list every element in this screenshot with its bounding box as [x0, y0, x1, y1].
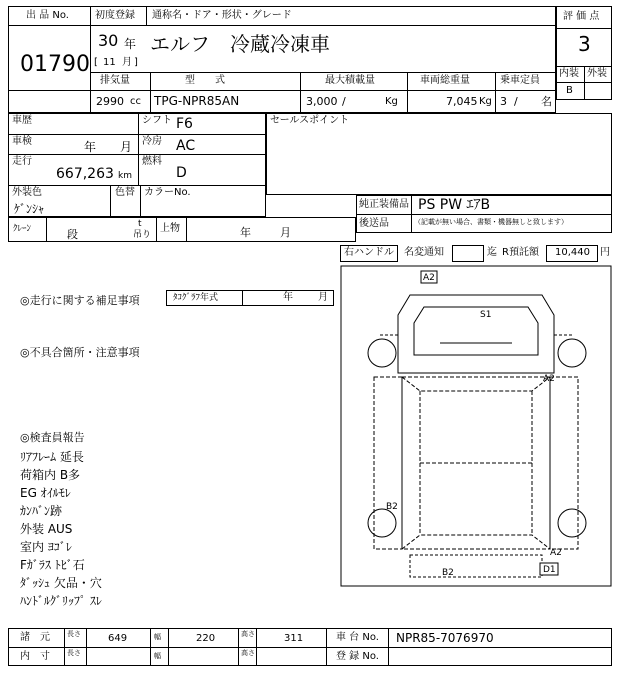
gross-weight-unit: Kg — [479, 96, 492, 107]
crane-label: ｸﾚｰﾝ — [13, 224, 32, 234]
recycle-value: 10,440 — [555, 247, 590, 258]
crane-ton-label: t — [138, 219, 142, 229]
color-no-label: カラーNo. — [144, 187, 191, 198]
color-change-label: 色替 — [115, 187, 135, 198]
windshield-outline — [414, 307, 538, 355]
tachograph-label: ﾀｺｸﾞﾗﾌ年式 — [173, 293, 219, 303]
crane-ton-suffix: 吊り — [133, 230, 152, 240]
vehicle-name: エルフ 冷蔵冷凍車 — [150, 32, 330, 56]
inner-height-label: 高さ — [241, 649, 255, 657]
gross-weight-value: 7,045 — [446, 95, 478, 108]
displacement-value: 2990 — [96, 95, 124, 108]
mark-b2-bottom: B2 — [442, 568, 454, 578]
front-right-wheel — [558, 339, 586, 367]
max-load-slash: / — [342, 95, 346, 108]
max-load-value: 3,000 — [306, 95, 338, 108]
inspection-label: 車検 — [12, 136, 32, 147]
registration-month: 11 — [103, 57, 116, 68]
front-left-wheel — [368, 339, 396, 367]
month-close-bracket: ] — [134, 57, 138, 68]
month-open-bracket: [ — [94, 57, 98, 68]
dim-height-value: 311 — [284, 633, 304, 644]
model-type-value: TPG-NPR85AN — [154, 94, 240, 108]
crane-step-label: 段 — [67, 228, 78, 241]
name-change-box — [452, 245, 484, 262]
chassis-label: 車 台 No. — [336, 632, 379, 643]
report-line: 室内 ﾖｺﾞﾚ — [20, 540, 72, 554]
report-line: Fｶﾞﾗｽ ﾄﾋﾞ石 — [20, 558, 85, 572]
interior-grade: B — [566, 85, 573, 96]
reg-no-label: 登 録 No. — [336, 651, 379, 662]
width-label: 幅 — [154, 633, 161, 641]
mark-b2-left: B2 — [386, 502, 398, 512]
tachograph-month-unit: 月 — [318, 292, 328, 303]
details-block — [8, 113, 266, 217]
report-line: ｶﾝﾊﾞﾝ跡 — [20, 504, 63, 518]
capacity-slash: / — [514, 95, 518, 108]
length-label: 長さ — [67, 630, 81, 638]
mileage-value: 667,263 — [56, 166, 114, 182]
model-header-label: 通称名・ドア・形状・グレード — [152, 10, 292, 21]
diagram-frame — [341, 266, 611, 586]
report-line: ﾘｱﾌﾚｰﾑ 延長 — [20, 450, 84, 464]
sales-point-label: セールスポイント — [270, 115, 350, 126]
report-line: 外装 AUS — [20, 522, 73, 536]
inspector-title: ◎検査員報告 — [20, 431, 85, 444]
fuel-value: D — [176, 165, 187, 181]
report-line: EG ｵｲﾙﾓﾚ — [20, 486, 71, 500]
rear-left-wheel — [368, 509, 396, 537]
lot-no-label: 出 品 No. — [26, 10, 69, 21]
dim-length-value: 649 — [108, 633, 128, 644]
ext-color-value: ｹﾞﾝｼｬ — [14, 202, 45, 216]
exterior-label: 外装 — [587, 68, 607, 79]
left-side-panel — [374, 377, 402, 549]
registration-year: 30 — [98, 31, 119, 50]
cooler-value: AC — [176, 138, 196, 154]
height-label: 高さ — [241, 630, 255, 638]
name-change-label: 名変通知 — [404, 247, 444, 258]
report-line: ﾀﾞｯｼｭ 欠品・穴 — [20, 576, 102, 590]
displacement-unit: cc — [130, 96, 141, 107]
upper-year-unit: 年 — [240, 226, 251, 239]
std-equip-label: 純正装備品 — [359, 199, 409, 210]
report-line: 荷箱内 B多 — [20, 468, 81, 482]
upper-month-unit: 月 — [280, 226, 291, 239]
inspection-year-unit: 年 — [84, 140, 97, 154]
history-label: 車歴 — [12, 115, 32, 126]
shift-label: シフト — [142, 115, 172, 126]
mileage-unit: km — [118, 171, 132, 181]
rear-bumper — [410, 555, 542, 577]
grade-label: 評 価 点 — [563, 11, 600, 22]
steering-label: 右ハンドル — [344, 247, 394, 258]
lot-number: 01790 — [20, 52, 90, 77]
capacity-value: 3 — [500, 95, 507, 108]
defects-title: ◎不具合箇所・注意事項 — [20, 346, 140, 359]
chassis-number: NPR85-7076970 — [396, 631, 494, 645]
capacity-unit: 名 — [541, 95, 552, 108]
crane-row — [8, 217, 356, 242]
inner-dims-label: 内 寸 — [20, 651, 50, 662]
rear-right-wheel — [558, 509, 586, 537]
mark-d1: D1 — [543, 565, 556, 575]
tachograph-year-unit: 年 — [283, 292, 293, 303]
aftermarket-label: 後送品 — [359, 218, 389, 229]
report-line: ﾊﾝﾄﾞﾙｸﾞﾘｯﾌﾟ ｽﾚ — [20, 594, 102, 608]
std-equip-value: PS PW ｴｱB — [418, 197, 491, 213]
max-load-label: 最大積載量 — [325, 75, 375, 86]
interior-label: 内装 — [559, 68, 579, 79]
dim-width-value: 220 — [196, 633, 216, 644]
upper-label: 上物 — [160, 223, 180, 234]
ext-color-label: 外装色 — [12, 187, 42, 198]
vehicle-damage-diagram — [340, 265, 612, 587]
fuel-label: 燃料 — [142, 156, 162, 167]
mark-a2-bottom: A2 — [550, 548, 562, 558]
max-load-unit: Kg — [385, 96, 398, 107]
gross-weight-label: 車両総重量 — [420, 75, 470, 86]
dims-label: 諸 元 — [20, 632, 50, 643]
year-unit: 年 — [124, 37, 137, 51]
capacity-label: 乗車定員 — [500, 75, 540, 86]
month-unit: 月 — [122, 57, 132, 68]
running-notes-title: ◎走行に関する補足事項 — [20, 294, 140, 307]
inner-length-label: 長さ — [67, 649, 81, 657]
displacement-label: 排気量 — [100, 75, 130, 86]
yen-label: 円 — [600, 247, 610, 258]
mark-a2-top: A2 — [423, 273, 435, 283]
deposit-suffix: 迄 — [487, 247, 497, 258]
inspection-month-unit: 月 — [120, 140, 133, 154]
mark-a2-right: A2 — [543, 374, 555, 384]
overall-grade: 3 — [578, 32, 591, 56]
cooler-label: 冷房 — [142, 136, 162, 147]
aftermarket-note: （記載が無い場合、書類・機器無しと致します） — [414, 218, 568, 226]
shift-value: F6 — [176, 116, 193, 132]
model-type-label: 型 式 — [185, 75, 225, 86]
first-registration-label: 初度登録 — [95, 10, 135, 21]
mark-s1: S1 — [480, 310, 492, 320]
mileage-label: 走行 — [12, 156, 32, 167]
recycle-label: R預託額 — [502, 247, 539, 258]
right-side-panel — [550, 377, 578, 549]
inner-width-label: 幅 — [154, 652, 161, 660]
